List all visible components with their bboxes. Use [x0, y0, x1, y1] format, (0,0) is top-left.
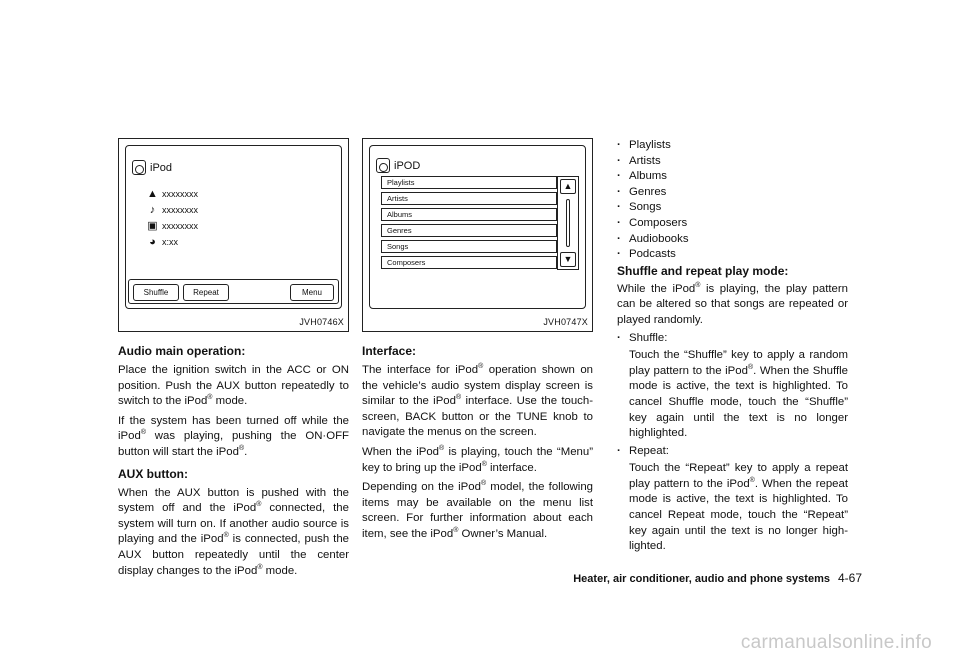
track-info: [147, 186, 198, 250]
shuffle-title: . Shuffle:: [617, 331, 848, 347]
scroll-down-icon[interactable]: ▼: [560, 252, 576, 267]
list-item: . Artists: [617, 154, 848, 170]
screen-header: [132, 160, 172, 175]
music-note-icon: ♪: [149, 203, 156, 216]
info-row: [147, 234, 198, 250]
list-item: . Genres: [617, 185, 848, 201]
clock-icon: ◕: [149, 235, 156, 248]
info-row: [147, 218, 198, 234]
list-item: . Audiobooks: [617, 232, 848, 248]
figure-ipod-menu: [362, 138, 593, 332]
paragraph: When the AUX button is pushed with the system off and the iPod® connected, the system will turn on. If another audio source is playing and the iPod® is connected, push the AUX button repeatedly until the center display changes to the iPod® mode.: [118, 486, 349, 577]
paragraph: While the iPod® is playing, the play pattern can be altered so that songs are repeated or played randomly.: [617, 281, 848, 326]
section-title: Heater, air conditioner, audio and phone systems: [573, 573, 830, 585]
right-column: [617, 138, 848, 555]
album-icon: ▣: [147, 219, 158, 232]
scroll-up-icon[interactable]: ▲: [560, 179, 576, 194]
watermark: carmanualsonline.info: [740, 632, 932, 653]
list-item[interactable]: Composers: [381, 256, 557, 269]
list-item[interactable]: Songs: [381, 240, 557, 253]
list-item: . Composers: [617, 216, 848, 232]
menu-button[interactable]: Menu: [290, 284, 334, 301]
display-screen: [369, 145, 586, 309]
figure-label: JVH0747X: [543, 317, 588, 327]
list-item: . Albums: [617, 169, 848, 185]
left-column: [118, 138, 349, 579]
heading-aux-button: AUX button:: [118, 466, 188, 481]
ipod-icon: [376, 158, 390, 173]
list-item[interactable]: Albums: [381, 208, 557, 221]
shuffle-button[interactable]: Shuffle: [133, 284, 179, 301]
menu-items-list: [617, 138, 848, 263]
list-item[interactable]: Genres: [381, 224, 557, 237]
paragraph: Touch the “Repeat” key to apply a repeat play pattern to the iPod®. When the repeat mode is active, the text is highlighted. To cancel Repeat mode, touch the “Repeat” key again until the text is no longer high-lighted.: [629, 462, 848, 553]
paragraph: Place the ignition switch in the ACC or ON position. Push the AUX button repeatedly to switch to the iPod® mode.: [118, 364, 349, 408]
paragraph: When the iPod® is playing, touch the “Menu” key to bring up the iPod® interface.: [362, 445, 594, 474]
paragraph: Depending on the iPod® model, the following items may be available on the menu list screen. For further information about each item, see the iPod® Owner’s Manual.: [362, 480, 593, 540]
menu-list: [381, 176, 557, 272]
figure-label: JVH0746X: [299, 317, 344, 327]
song-text: xxxxxxxx: [162, 205, 198, 215]
display-screen: [125, 145, 342, 309]
info-row: [147, 202, 198, 218]
list-item[interactable]: Artists: [381, 192, 557, 205]
figure-ipod-main: [118, 138, 349, 332]
paragraph: The interface for iPod® operation shown on the vehicle’s audio system display screen is similar to the iPod® interface. Use the touch-screen, BACK button or the TUNE knob to navigate the menus on the screen.: [362, 363, 594, 439]
list-item: . Podcasts: [617, 247, 848, 263]
screen-header: [376, 158, 420, 173]
button-bar: [128, 279, 339, 304]
time-text: x:xx: [162, 237, 179, 247]
repeat-title: . Repeat:: [617, 444, 848, 460]
list-item: . Playlists: [617, 138, 848, 154]
list-item: . Songs: [617, 200, 848, 216]
screen-title: iPOD: [394, 159, 421, 172]
scroll-track[interactable]: [566, 199, 570, 247]
heading-audio-main: Audio main operation:: [118, 344, 246, 358]
heading-shuffle-repeat: Shuffle and repeat play mode:: [617, 263, 789, 278]
scrollbar[interactable]: [557, 176, 579, 270]
repeat-button[interactable]: Repeat: [183, 284, 229, 301]
page-footer: [573, 571, 862, 585]
paragraph: If the system has been turned off while the iPod® was playing, pushing the ON·OFF button will start the iPod®.: [118, 414, 349, 458]
artist-icon: ▲: [147, 187, 158, 200]
album-text: xxxxxxxx: [162, 221, 198, 231]
info-row: [147, 186, 198, 202]
page-number: 4-67: [837, 571, 862, 585]
list-item[interactable]: Playlists: [381, 176, 557, 189]
paragraph: Touch the “Shuffle” key to apply a random play pattern to the iPod®. When the Shuffle mode is active, the text is highlighted. To cancel Shuffle mode, touch the “Shuffle” key again until the text is no longer highlighted.: [629, 349, 848, 440]
artist-text: xxxxxxxx: [162, 189, 198, 199]
middle-column: [362, 138, 593, 543]
heading-interface: Interface:: [362, 344, 417, 358]
ipod-icon: [132, 160, 146, 175]
screen-title: iPod: [150, 161, 173, 174]
